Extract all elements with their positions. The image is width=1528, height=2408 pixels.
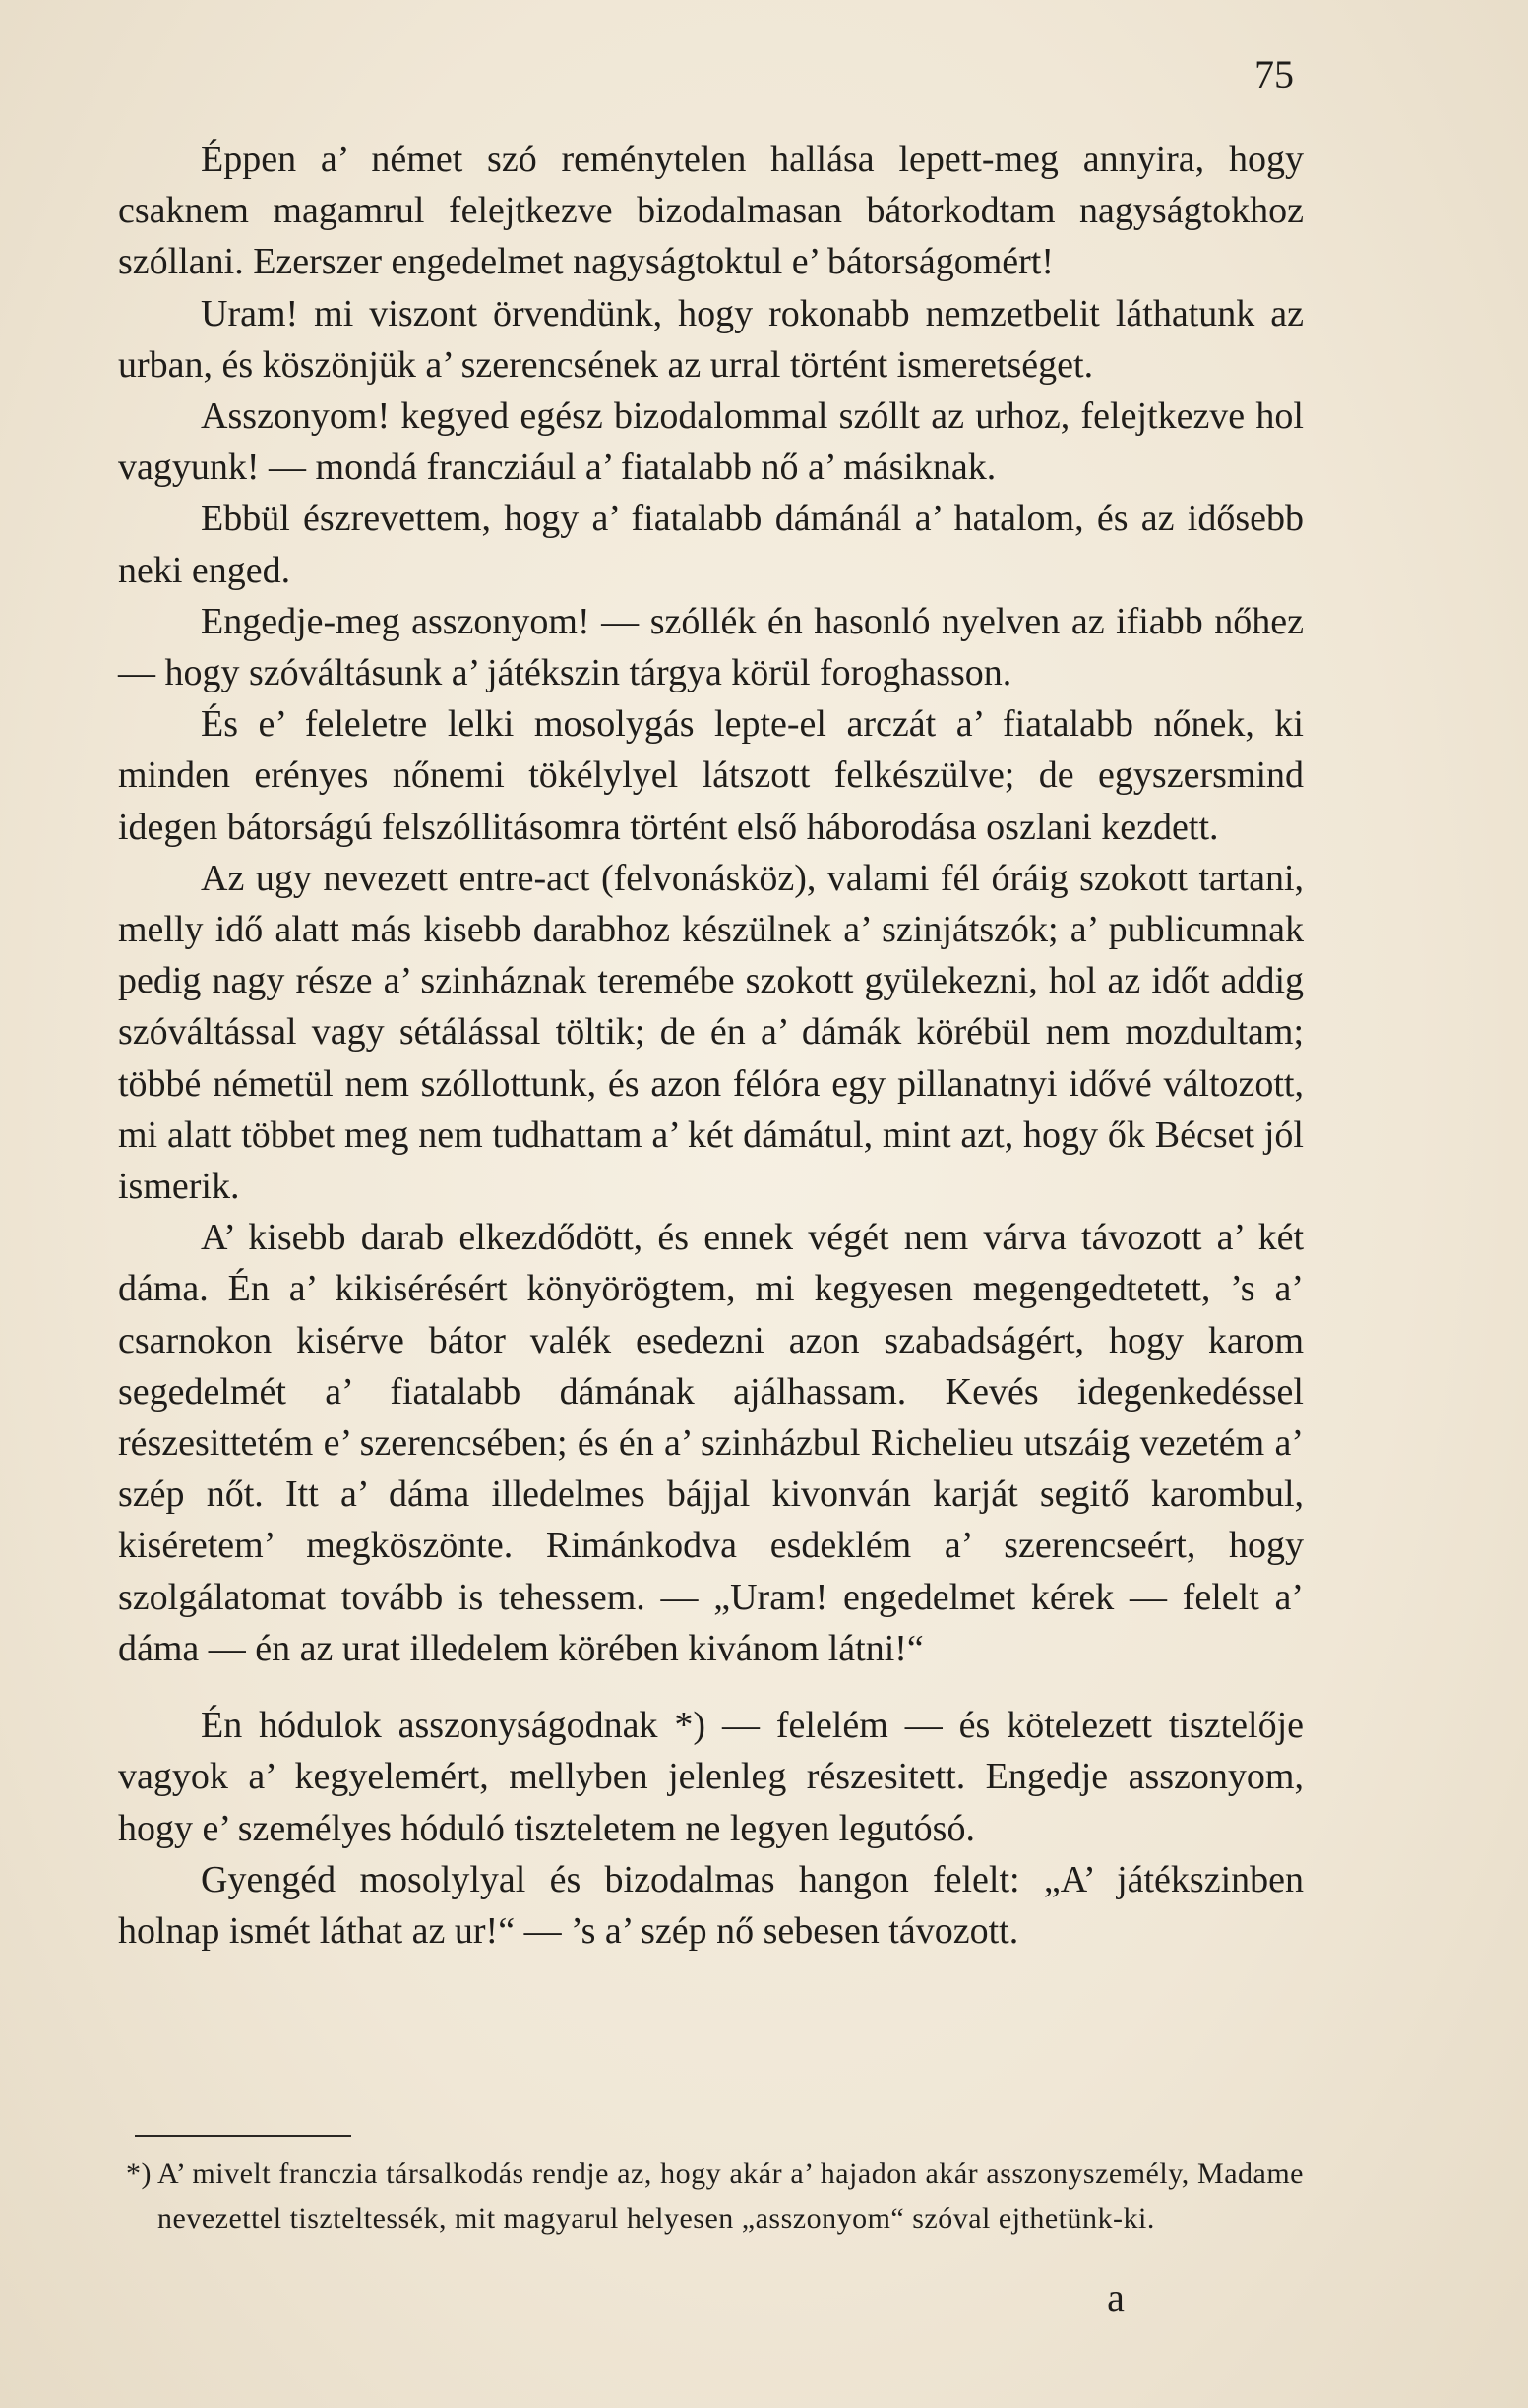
paragraph-gap: [118, 1674, 1304, 1700]
footnote: [126, 2151, 1304, 2242]
body-text: [118, 134, 1304, 1956]
signature-mark: a: [1107, 2275, 1125, 2319]
page-number: 75: [1254, 52, 1294, 96]
footnote-rule: [135, 2135, 351, 2137]
paragraph: Uram! mi viszont örvendünk, hogy rokonabb nemzetbelit láthatunk az urban, és köszönjük a’ szerencsének az urral történt ismeretséget.: [118, 292, 1304, 386]
footnote-marker: *): [126, 2157, 152, 2190]
paragraph: Asszonyom! kegyed egész bizodalommal szóllt az urhoz, felejtkezve hol vagyunk! — mondá francziául a’ fiatalabb nő a’ másiknak.: [118, 395, 1304, 489]
footnote-text: A’ mivelt franczia társalkodás rendje az, hogy akár a’ hajadon akár asszonyszemély, Madame nevezettel tiszteltessék, mit magyarul helyesen „asszonyom“ szóval ejthetünk-ki.: [157, 2157, 1304, 2235]
paragraph: És e’ feleletre lelki mosolygás lepte-el arczát a’ fiatalabb nőnek, ki minden erényes nőnemi tökélylyel látszott felkészülve; de egyszersmind idegen bátorságú felszóllitásomra történt első háborodása oszlani kezdett.: [118, 703, 1304, 848]
paragraph: Az ugy nevezett entre-act (felvonásköz), valami fél óráig szokott tartani, melly idő alatt más kisebb darabhoz készülnek a’ szinjátszók; a’ publicumnak pedig nagy része a’ szinháznak teremébe szokott gyülekezni, hol az időt addig szóváltással vagy sétálással töltik; de én a’ dámák körébül nem mozdultam; többé németül nem szóllottunk, és azon félóra egy pillanatnyi idővé változott, mi alatt többet meg nem tudhattam a’ két dámátul, mint azt, hogy ők Bécset jól ismerik.: [118, 857, 1304, 1208]
paragraph: A’ kisebb darab elkezdődött, és ennek végét nem várva távozott a’ két dáma. Én a’ kikisérésért könyörögtem, mi kegyesen megengedtetett, ’s a’ csarnokon kisérve bátor valék esedezni azon szabadságért, hogy karom segedelmét a’ fiatalabb dámának ajálhassam. Kevés idegenkedéssel részesittetém e’ szerencsében; és én a’ szinházbul Richelieu utszáig vezetém a’ szép nőt. Itt a’ dáma illedelmes bájjal kivonván karját segitő karombul, kiséretem’ megköszönte. Rimánkodva esdeklém a’ szerencseért, hogy szolgálatomat tovább is tehessem. — „Uram! engedelmet kérek — felelt a’ dáma — én az urat illedelem körében kivánom látni!“: [118, 1217, 1304, 1669]
paragraph: Gyengéd mosolylyal és bizodalmas hangon felelt: „A’ játékszinben holnap ismét láthat az ur!“ — ’s a’ szép nő sebesen távozott.: [118, 1858, 1304, 1952]
paragraph: Ebbül észrevettem, hogy a’ fiatalabb dámánál a’ hatalom, és az idősebb neki enged.: [118, 498, 1304, 591]
paragraph: Éppen a’ német szó reménytelen hallása lepett-meg annyira, hogy csaknem magamrul felejtkezve bizodalmasan bátorkodtam nagyságtokhoz szóllani. Ezerszer engedelmet nagyságtoktul e’ bátorságomért!: [118, 139, 1304, 283]
paragraph: Én hódulok asszonyságodnak *) — felelém — és kötelezett tisztelője vagyok a’ kegyelemért, mellyben jelenleg részesitett. Engedje asszonyom, hogy e’ személyes hóduló tiszteletem ne legyen legutósó.: [118, 1705, 1304, 1849]
paragraph: Engedje-meg asszonyom! — szóllék én hasonló nyelven az ifiabb nőhez — hogy szóváltásunk a’ játékszin tárgya körül foroghasson.: [118, 600, 1304, 694]
